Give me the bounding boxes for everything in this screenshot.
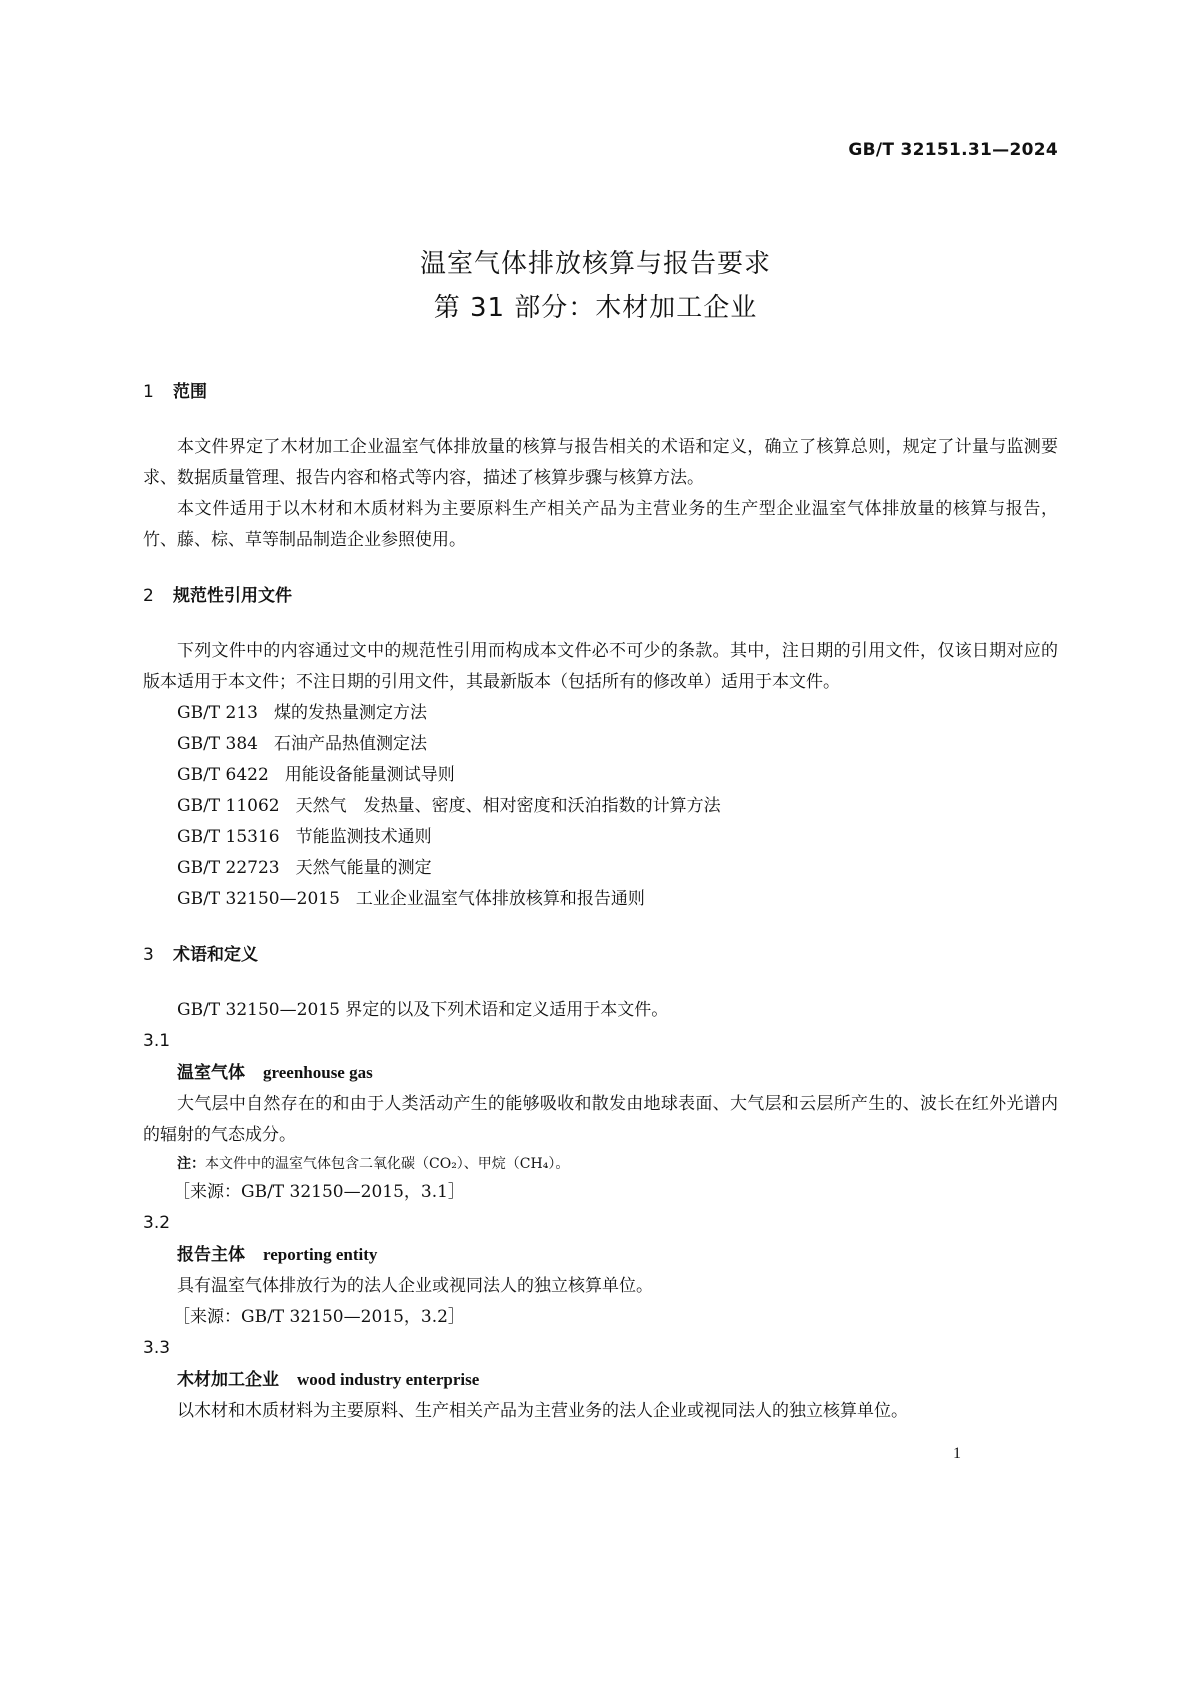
reference-title: 天然气 发热量、密度、相对密度和沃泊指数的计算方法 [295, 796, 721, 816]
section-title: 规范性引用文件 [173, 586, 292, 606]
term-source: ［来源：GB/T 32150—2015，3.1］ [173, 1182, 465, 1202]
reference-code: GB/T 384 [177, 734, 258, 754]
reference-code: GB/T 6422 [177, 765, 269, 785]
reference-title: 节能监测技术通则 [295, 827, 432, 847]
term-number: 3.3 [143, 1338, 171, 1358]
reference-title: 工业企业温室气体排放核算和报告通则 [355, 889, 645, 909]
term-name-en: greenhouse gas [263, 1063, 373, 1082]
term-source: ［来源：GB/T 32150—2015，3.2］ [173, 1307, 465, 1327]
normative-reference-list [143, 698, 1058, 915]
term-name [143, 1057, 1058, 1089]
reference-title: 石油产品热值测定法 [274, 734, 427, 754]
section-number: 3 [143, 945, 154, 965]
reference-item [143, 760, 1058, 791]
term-name-en: reporting entity [263, 1245, 378, 1264]
section-1-paragraph-2: 本文件适用于以木材和木质材料为主要原料生产相关产品为主营业务的生产型企业温室气体排放量的核算与报告，竹、藤、棕、草等制品制造企业参照使用。 [143, 499, 1058, 550]
section-title: 术语和定义 [173, 945, 258, 965]
reference-item [143, 822, 1058, 853]
term-definition: 具有温室气体排放行为的法人企业或视同法人的独立核算单位。 [177, 1276, 653, 1296]
section-3-intro: GB/T 32150—2015 界定的以及下列术语和定义适用于本文件。 [177, 1000, 669, 1020]
reference-item [143, 729, 1058, 760]
document-body [143, 380, 1058, 1427]
document-title [0, 242, 1191, 330]
section-1-paragraph-1: 本文件界定了木材加工企业温室气体排放量的核算与报告相关的术语和定义，确立了核算总则，规定了计量与监测要求、数据质量管理、报告内容和格式等内容，描述了核算步骤与核算方法。 [143, 437, 1058, 488]
section-2-heading [143, 584, 1058, 608]
term-name-zh: 温室气体 [177, 1063, 245, 1083]
term-name-zh: 报告主体 [177, 1245, 245, 1265]
section-2-paragraph: 下列文件中的内容通过文中的规范性引用而构成本文件必不可少的条款。其中，注日期的引用文件，仅该日期对应的版本适用于本文件；不注日期的引用文件，其最新版本（包括所有的修改单）适用于本文件。 [143, 641, 1058, 692]
reference-title: 煤的发热量测定方法 [274, 703, 427, 723]
title-line-1: 温室气体排放核算与报告要求 [419, 249, 771, 279]
reference-item [143, 853, 1058, 884]
term-number: 3.2 [143, 1213, 171, 1233]
note-text: 本文件中的温室气体包含二氧化碳（CO₂）、甲烷（CH₄）。 [205, 1156, 570, 1172]
reference-item [143, 698, 1058, 729]
reference-code: GB/T 11062 [177, 796, 280, 816]
standard-code: GB/T 32151.31—2024 [848, 140, 1058, 160]
term-number: 3.1 [143, 1031, 171, 1051]
section-title: 范围 [173, 382, 207, 402]
reference-code: GB/T 15316 [177, 827, 280, 847]
term-name-zh: 木材加工企业 [177, 1370, 279, 1390]
title-line-2: 第 31 部分：木材加工企业 [433, 293, 758, 323]
reference-item [143, 791, 1058, 822]
term-name [143, 1364, 1058, 1396]
reference-title: 天然气能量的测定 [295, 858, 432, 878]
reference-code: GB/T 32150—2015 [177, 889, 340, 909]
reference-title: 用能设备能量测试导则 [284, 765, 455, 785]
reference-item [143, 884, 1058, 915]
section-1-heading [143, 380, 1058, 404]
note-label: 注： [177, 1156, 205, 1172]
section-number: 1 [143, 382, 154, 402]
term-name-en: wood industry enterprise [297, 1370, 480, 1389]
reference-code: GB/T 22723 [177, 858, 280, 878]
term-name [143, 1239, 1058, 1271]
section-3-heading [143, 943, 1058, 967]
page-number: 1 [953, 1445, 961, 1462]
term-note [143, 1151, 1058, 1177]
term-definition: 大气层中自然存在的和由于人类活动产生的能够吸收和散发由地球表面、大气层和云层所产生的、波长在红外光谱内的辐射的气态成分。 [143, 1094, 1058, 1145]
term-definition: 以木材和木质材料为主要原料、生产相关产品为主营业务的法人企业或视同法人的独立核算单位。 [177, 1401, 908, 1421]
section-number: 2 [143, 586, 154, 606]
reference-code: GB/T 213 [177, 703, 258, 723]
